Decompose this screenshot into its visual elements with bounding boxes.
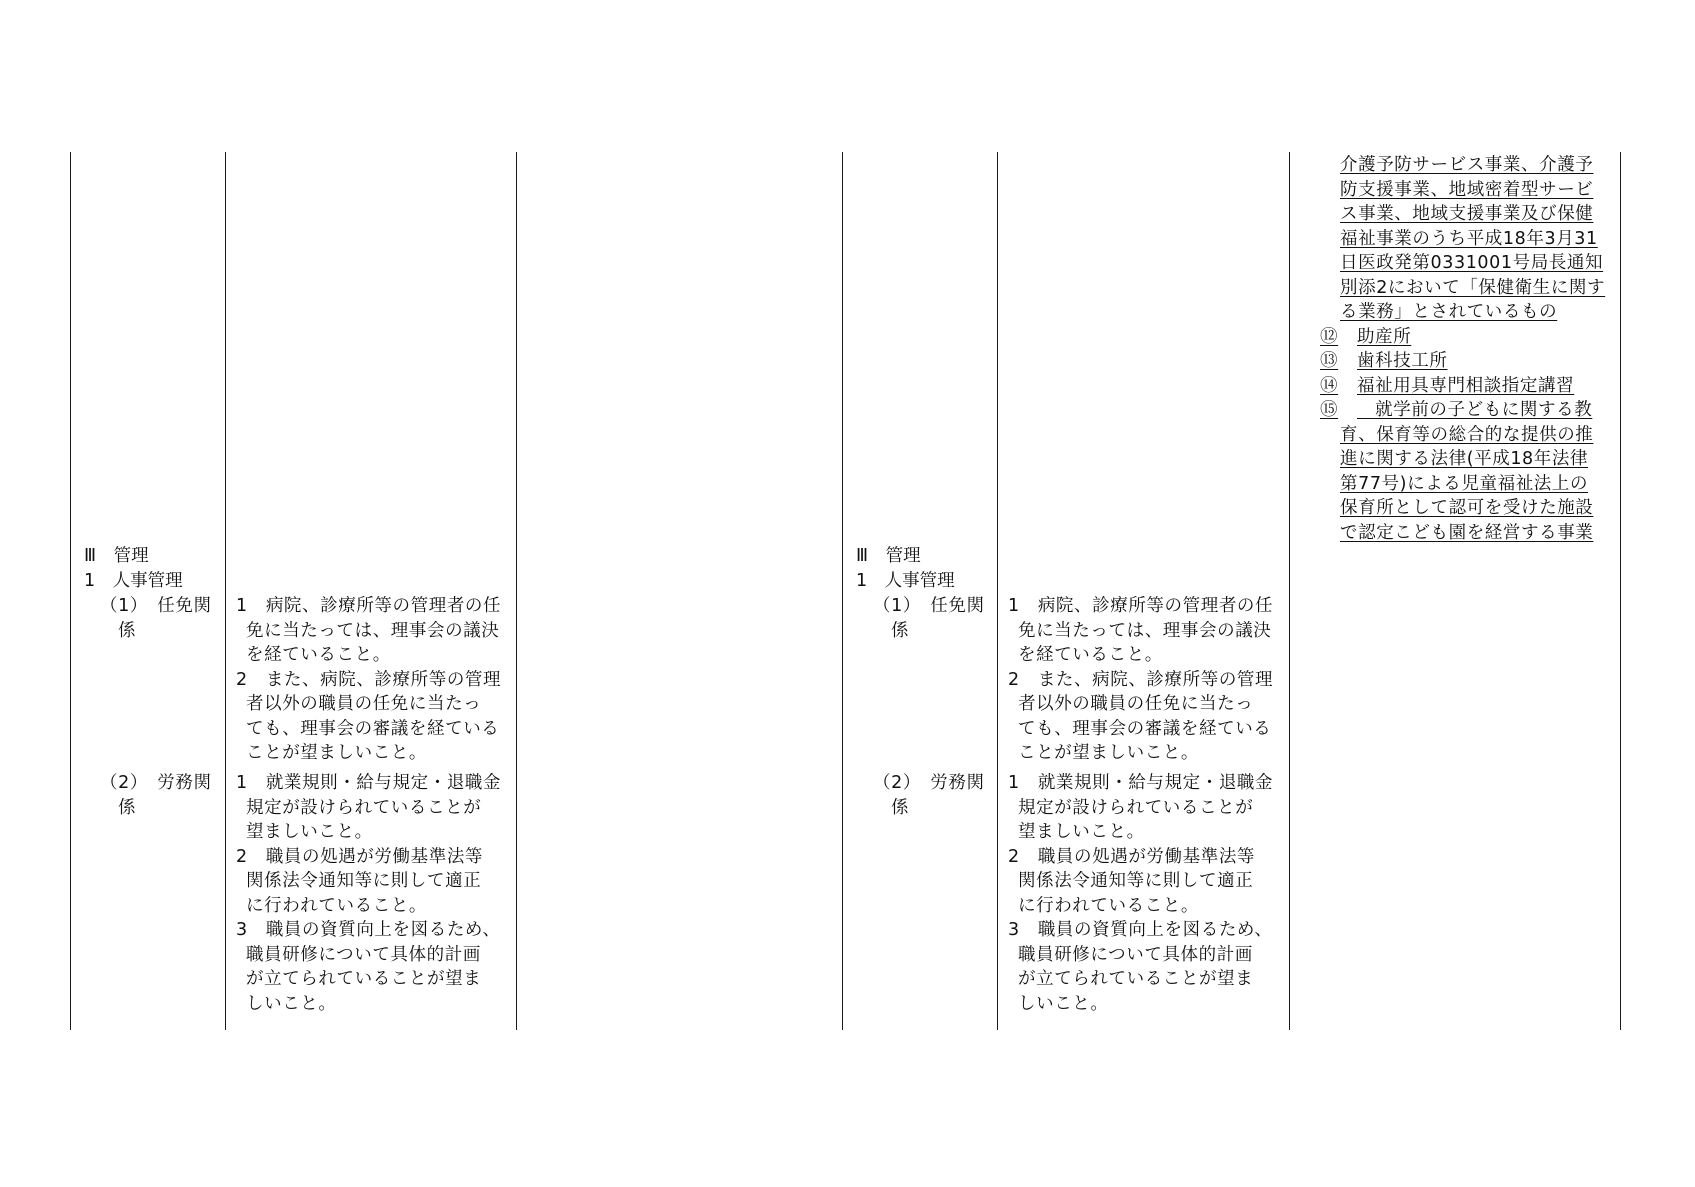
notes-continuation-line: 別添2において「保健衛生に関す [1340, 277, 1606, 298]
list-mark: ⑫ [1320, 326, 1339, 347]
content-line: 望ましいこと。 [1018, 822, 1145, 842]
content-line: 職員研修について具体的計画 [1018, 944, 1253, 965]
content-line: に行われていること。 [246, 895, 427, 916]
content-line: 関係法令通知等に則して適正 [1018, 871, 1254, 891]
notes-list-item [1320, 374, 1615, 399]
notes-list-item [1320, 398, 1615, 423]
right-subsection-heading: 1 人事管理 [856, 571, 955, 591]
notes-continuation-line: 日医政発第0331001号局長通知 [1340, 253, 1604, 273]
content-line: 規定が設けられていることが [246, 797, 482, 818]
left-item-1-label-line: （1） 任免関 [100, 596, 212, 616]
left-item-2-label-line: （2） 労務関 [100, 773, 212, 793]
right-notes [1320, 153, 1615, 545]
notes-list-continuation: 第77号)による児童福祉法上の [1340, 473, 1589, 494]
content-line: 1 就業規則・給与規定・退職金 [1008, 773, 1274, 793]
right-table-border-right [1620, 152, 1621, 1030]
notes-continuation-line: 防支援事業、地域密着型サービ [1340, 179, 1594, 200]
right-item-2-label-line: 係 [891, 797, 910, 818]
left-item-2-label [100, 771, 220, 820]
notes-list-continuation: 保育所として認可を受けた施設 [1340, 498, 1594, 518]
notes-list-continuation: 進に関する法律(平成18年法律 [1340, 449, 1589, 469]
notes-continuation-line: ス事業、地域支援事業及び保健 [1340, 204, 1594, 224]
content-line: 2 また、病院、診療所等の管理 [1008, 669, 1274, 690]
list-text: 歯科技工所 [1357, 351, 1448, 371]
content-line: 者以外の職員の任免に当たっ [246, 694, 482, 714]
content-line: 免に当たっては、理事会の議決 [246, 620, 500, 641]
content-line: 1 病院、診療所等の管理者の任 [236, 596, 502, 616]
content-line: しいこと。 [246, 993, 337, 1014]
right-item-2-content [1008, 771, 1283, 1016]
left-item-1-label [100, 594, 220, 643]
left-section-heading: Ⅲ 管理 [84, 546, 149, 566]
content-line: を経ていること。 [246, 645, 391, 665]
content-line: 1 就業規則・給与規定・退職金 [236, 773, 502, 793]
list-mark: ⑭ [1320, 375, 1339, 396]
left-item-1-content [236, 594, 511, 766]
content-line: ても、理事会の審議を経ている [246, 718, 500, 739]
notes-list-continuation: で認定こども園を経営する事業 [1340, 522, 1594, 543]
list-text: 助産所 [1357, 326, 1412, 347]
notes-continuation-line: る業務」とされているもの [1340, 302, 1558, 322]
content-line: 3 職員の資質向上を図るため、 [1008, 920, 1273, 940]
content-line: 1 病院、診療所等の管理者の任 [1008, 596, 1274, 616]
notes-list-continuation: 育、保育等の総合的な提供の推 [1340, 424, 1594, 445]
content-line: を経ていること。 [1018, 645, 1163, 665]
right-section-heading: Ⅲ 管理 [856, 546, 921, 566]
content-line: 2 また、病院、診療所等の管理 [236, 669, 502, 690]
right-item-1-label-line: （1） 任免関 [873, 596, 985, 616]
content-line: 規定が設けられていることが [1018, 797, 1254, 818]
list-text: 福祉用具専門相談指定講習 [1357, 375, 1575, 396]
left-item-2-label-line: 係 [118, 797, 137, 818]
right-table-divider-1 [997, 152, 998, 1030]
content-line: 職員研修について具体的計画 [246, 944, 481, 965]
list-text: 就学前の子どもに関する教 [1357, 400, 1593, 420]
notes-continuation-line: 福祉事業のうち平成18年3月31 [1340, 228, 1598, 249]
list-mark: ⑬ [1320, 351, 1339, 371]
content-line: 関係法令通知等に則して適正 [246, 871, 482, 891]
left-item-2-content [236, 771, 511, 1016]
left-subsection-heading: 1 人事管理 [84, 571, 183, 591]
notes-continuation-line: 介護予防サービス事業、介護予 [1340, 155, 1594, 175]
right-table-divider-2 [1289, 152, 1290, 1030]
content-line: しいこと。 [1018, 993, 1109, 1014]
content-line: が立てられていることが望ま [246, 969, 482, 989]
notes-list-item [1320, 349, 1615, 374]
content-line: 2 職員の処遇が労働基準法等 [236, 846, 484, 867]
right-item-2-label-line: （2） 労務関 [873, 773, 985, 793]
left-item-1-label-line: 係 [118, 620, 137, 641]
right-table-border-left [842, 152, 843, 1030]
right-item-1-content [1008, 594, 1283, 766]
content-line: に行われていること。 [1018, 895, 1199, 916]
content-line: 望ましいこと。 [246, 822, 373, 842]
content-line: 者以外の職員の任免に当たっ [1018, 694, 1254, 714]
content-line: 3 職員の資質向上を図るため、 [236, 920, 501, 940]
content-line: ても、理事会の審議を経ている [1018, 718, 1272, 739]
right-item-1-label-line: 係 [891, 620, 910, 641]
right-item-1-label [873, 594, 993, 643]
right-item-2-label [873, 771, 993, 820]
content-line: ことが望ましいこと。 [246, 743, 427, 763]
content-line: が立てられていることが望ま [1018, 969, 1254, 989]
notes-list-item [1320, 325, 1615, 350]
list-mark: ⑮ [1320, 400, 1339, 420]
content-line: ことが望ましいこと。 [1018, 743, 1199, 763]
content-line: 免に当たっては、理事会の議決 [1018, 620, 1272, 641]
content-line: 2 職員の処遇が労働基準法等 [1008, 846, 1256, 867]
left-table-divider-1 [225, 152, 226, 1030]
left-table-divider-2 [516, 152, 517, 1030]
left-table-border-left [70, 152, 71, 1030]
